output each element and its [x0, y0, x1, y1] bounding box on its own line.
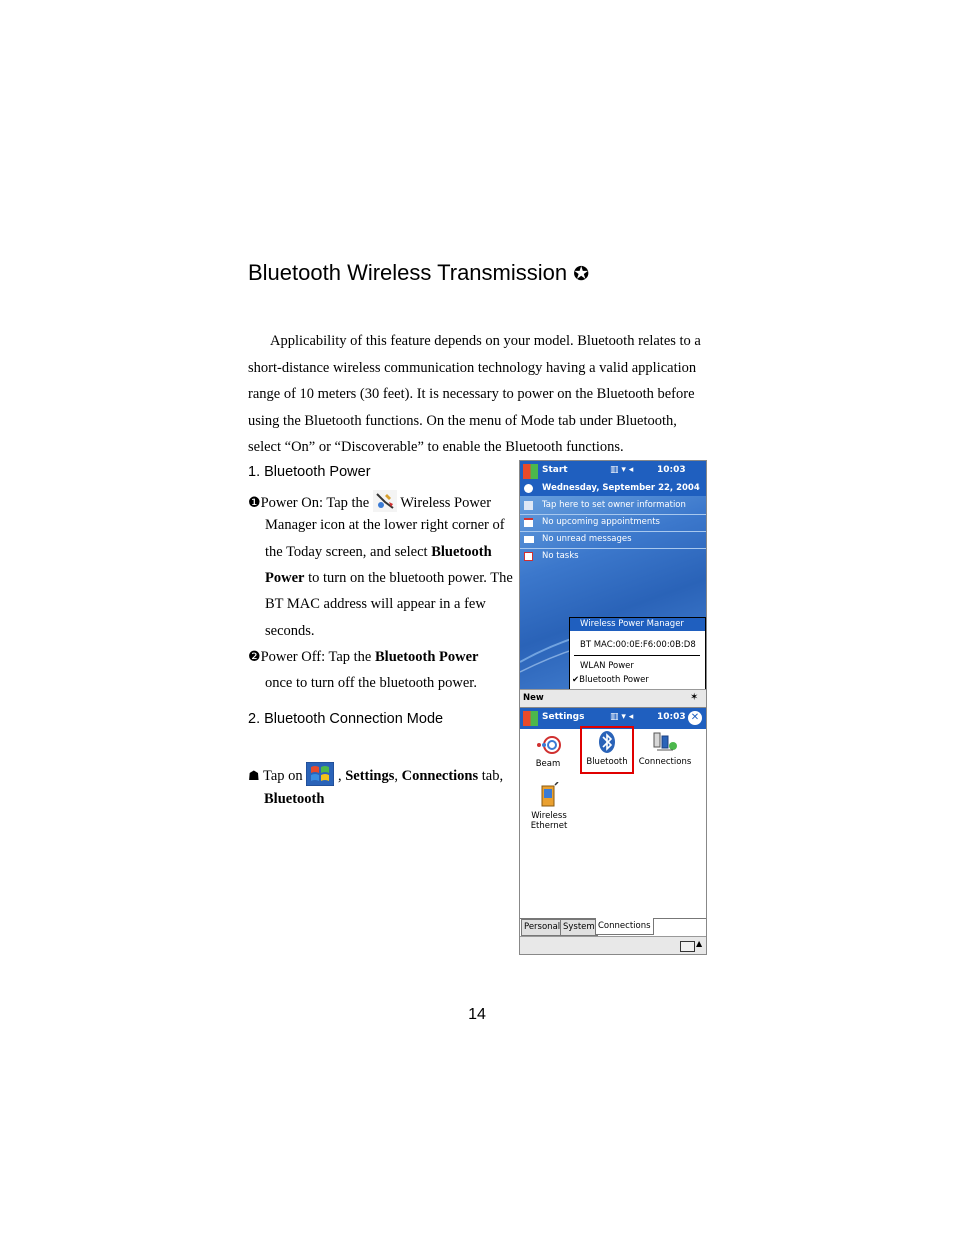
item1-bold: Bluetooth — [431, 544, 492, 560]
settings-screen — [519, 707, 707, 955]
appointments-row[interactable] — [520, 515, 706, 532]
keyboard-icon[interactable] — [680, 941, 695, 952]
bluetooth-bold: Bluetooth — [264, 791, 325, 807]
item1-text: Wireless Power — [400, 494, 492, 511]
tap-instruction — [248, 762, 503, 791]
item2-bold: Bluetooth Power — [375, 649, 479, 665]
page-number: 14 — [468, 1006, 486, 1023]
bluetooth-power-label: Bluetooth Power — [579, 675, 649, 685]
settings-bold: Settings — [345, 767, 395, 784]
ethernet-label: Ethernet — [530, 821, 568, 831]
tap-text: , — [394, 767, 398, 784]
item1-line2: Manager icon at the lower right corner of — [265, 517, 505, 533]
tasks-text: No tasks — [542, 551, 579, 561]
bluetooth-item[interactable] — [580, 726, 634, 774]
tab-system[interactable]: System — [560, 919, 598, 936]
messages-text: No unread messages — [542, 534, 632, 544]
bluetooth-label: Bluetooth — [586, 757, 628, 767]
section1-title-text: Bluetooth Power — [264, 464, 371, 480]
start-flag-icon[interactable] — [523, 464, 538, 479]
today-titlebar — [520, 461, 706, 482]
page-heading — [248, 260, 589, 286]
intro-paragraph — [248, 328, 710, 461]
wireless-ethernet-icon — [536, 782, 562, 808]
item1-text: the Today screen, and select — [265, 544, 428, 560]
bt-mac: BT MAC:00:0E:F6:00:0B:D8 — [580, 640, 696, 650]
clock-icon — [524, 484, 533, 493]
menu-divider — [574, 655, 700, 656]
start-flag-icon[interactable] — [523, 711, 538, 726]
item1-bold: Power — [265, 570, 305, 586]
today-background — [520, 482, 706, 689]
appointments-text: No upcoming appointments — [542, 517, 660, 527]
beam-item[interactable] — [528, 734, 568, 769]
tap-instruction-line2 — [264, 791, 324, 808]
tasks-icon — [524, 552, 533, 561]
intro-line: using the Bluetooth functions. On the menu of Mode tab under Bluetooth, — [248, 412, 677, 429]
clock[interactable]: 10:03 — [657, 712, 686, 722]
bullet-one-icon: ❶ — [248, 494, 261, 511]
wireless-label: Wireless — [531, 811, 567, 821]
envelope-icon — [524, 536, 534, 543]
item1-line4 — [265, 570, 513, 587]
section1-number: 1. — [248, 464, 261, 480]
item2-text: Power Off: Tap the — [260, 649, 372, 665]
item1-text: to turn on the bluetooth power. The — [308, 570, 513, 586]
date-row[interactable] — [520, 482, 706, 496]
checkmark-icon: ✔ — [572, 675, 580, 685]
tap-text: , — [337, 767, 342, 784]
status-icons[interactable]: ▥ ▾ ◂ — [610, 465, 634, 475]
start-menu-icon — [306, 762, 334, 791]
hand-tap-icon: ☗ — [248, 768, 260, 784]
wireless-power-manager-menu — [569, 617, 706, 691]
intro-line: Applicability of this feature depends on your model. Bluetooth relates to a — [270, 333, 701, 349]
bullet-two-icon: ❷ — [248, 649, 261, 665]
item1-line3 — [265, 544, 492, 561]
tab-personal[interactable]: Personal — [521, 919, 563, 936]
section2-title-text: Bluetooth Connection Mode — [264, 711, 444, 727]
tap-text: Tap on — [263, 767, 303, 784]
section2-title — [248, 711, 443, 727]
wireless-power-manager-icon — [373, 490, 397, 517]
star-icon: ✪ — [573, 263, 590, 285]
section2-number: 2. — [248, 711, 261, 727]
intro-line: select “On” or “Discoverable” to enable the Bluetooth functions. — [248, 439, 624, 456]
settings-tab-strip — [520, 918, 706, 936]
owner-text: Tap here to set owner information — [542, 500, 686, 510]
item1-line6: seconds. — [265, 623, 315, 639]
chevron-up-icon[interactable]: ▲ — [696, 939, 703, 948]
clock[interactable]: 10:03 — [657, 465, 686, 475]
intro-line: range of 10 meters (30 feet). It is necessary to power on the Bluetooth before — [248, 386, 695, 403]
calendar-icon — [524, 518, 533, 527]
owner-row[interactable] — [520, 498, 706, 515]
item2-line1 — [248, 649, 479, 666]
item1-line1 — [248, 490, 491, 517]
settings-command-bar — [520, 936, 706, 955]
close-icon[interactable]: ✕ — [688, 711, 702, 725]
wlan-power-item[interactable]: WLAN Power — [580, 661, 634, 671]
start-title[interactable]: Start — [542, 465, 568, 475]
owner-icon — [524, 501, 533, 510]
new-menu[interactable]: New — [523, 693, 544, 703]
tap-text: tab, — [481, 767, 504, 784]
beam-icon — [535, 734, 561, 756]
connections-icon — [651, 730, 679, 754]
connections-item[interactable] — [636, 730, 694, 767]
wpm-title: Wireless Power Manager — [570, 618, 705, 631]
heading-title: Bluetooth Wireless Transmission — [248, 260, 568, 285]
settings-title: Settings — [542, 712, 585, 722]
tasks-row[interactable] — [520, 549, 706, 565]
section1-title — [248, 464, 371, 480]
messages-row[interactable] — [520, 532, 706, 549]
beam-label: Beam — [535, 759, 561, 769]
wireless-manager-tray-icon[interactable]: ✶ — [690, 692, 699, 703]
connections-bold: Connections — [401, 767, 479, 784]
tab-connections[interactable]: Connections — [595, 918, 654, 935]
connections-label: Connections — [638, 757, 692, 767]
today-screen — [519, 460, 707, 708]
item1-text: Power On: Tap the — [260, 494, 370, 511]
today-command-bar — [520, 689, 706, 708]
bluetooth-icon — [598, 730, 616, 754]
item1-line5: BT MAC address will appear in a few — [265, 596, 486, 612]
item2-line2: once to turn off the bluetooth power. — [265, 675, 477, 691]
date-text: Wednesday, September 22, 2004 — [542, 483, 700, 493]
status-icons[interactable]: ▥ ▾ ◂ — [610, 712, 634, 722]
intro-line: short-distance wireless communication technology having a valid application — [248, 359, 697, 376]
wireless-ethernet-item[interactable] — [526, 782, 572, 831]
bluetooth-power-item[interactable] — [572, 675, 649, 685]
